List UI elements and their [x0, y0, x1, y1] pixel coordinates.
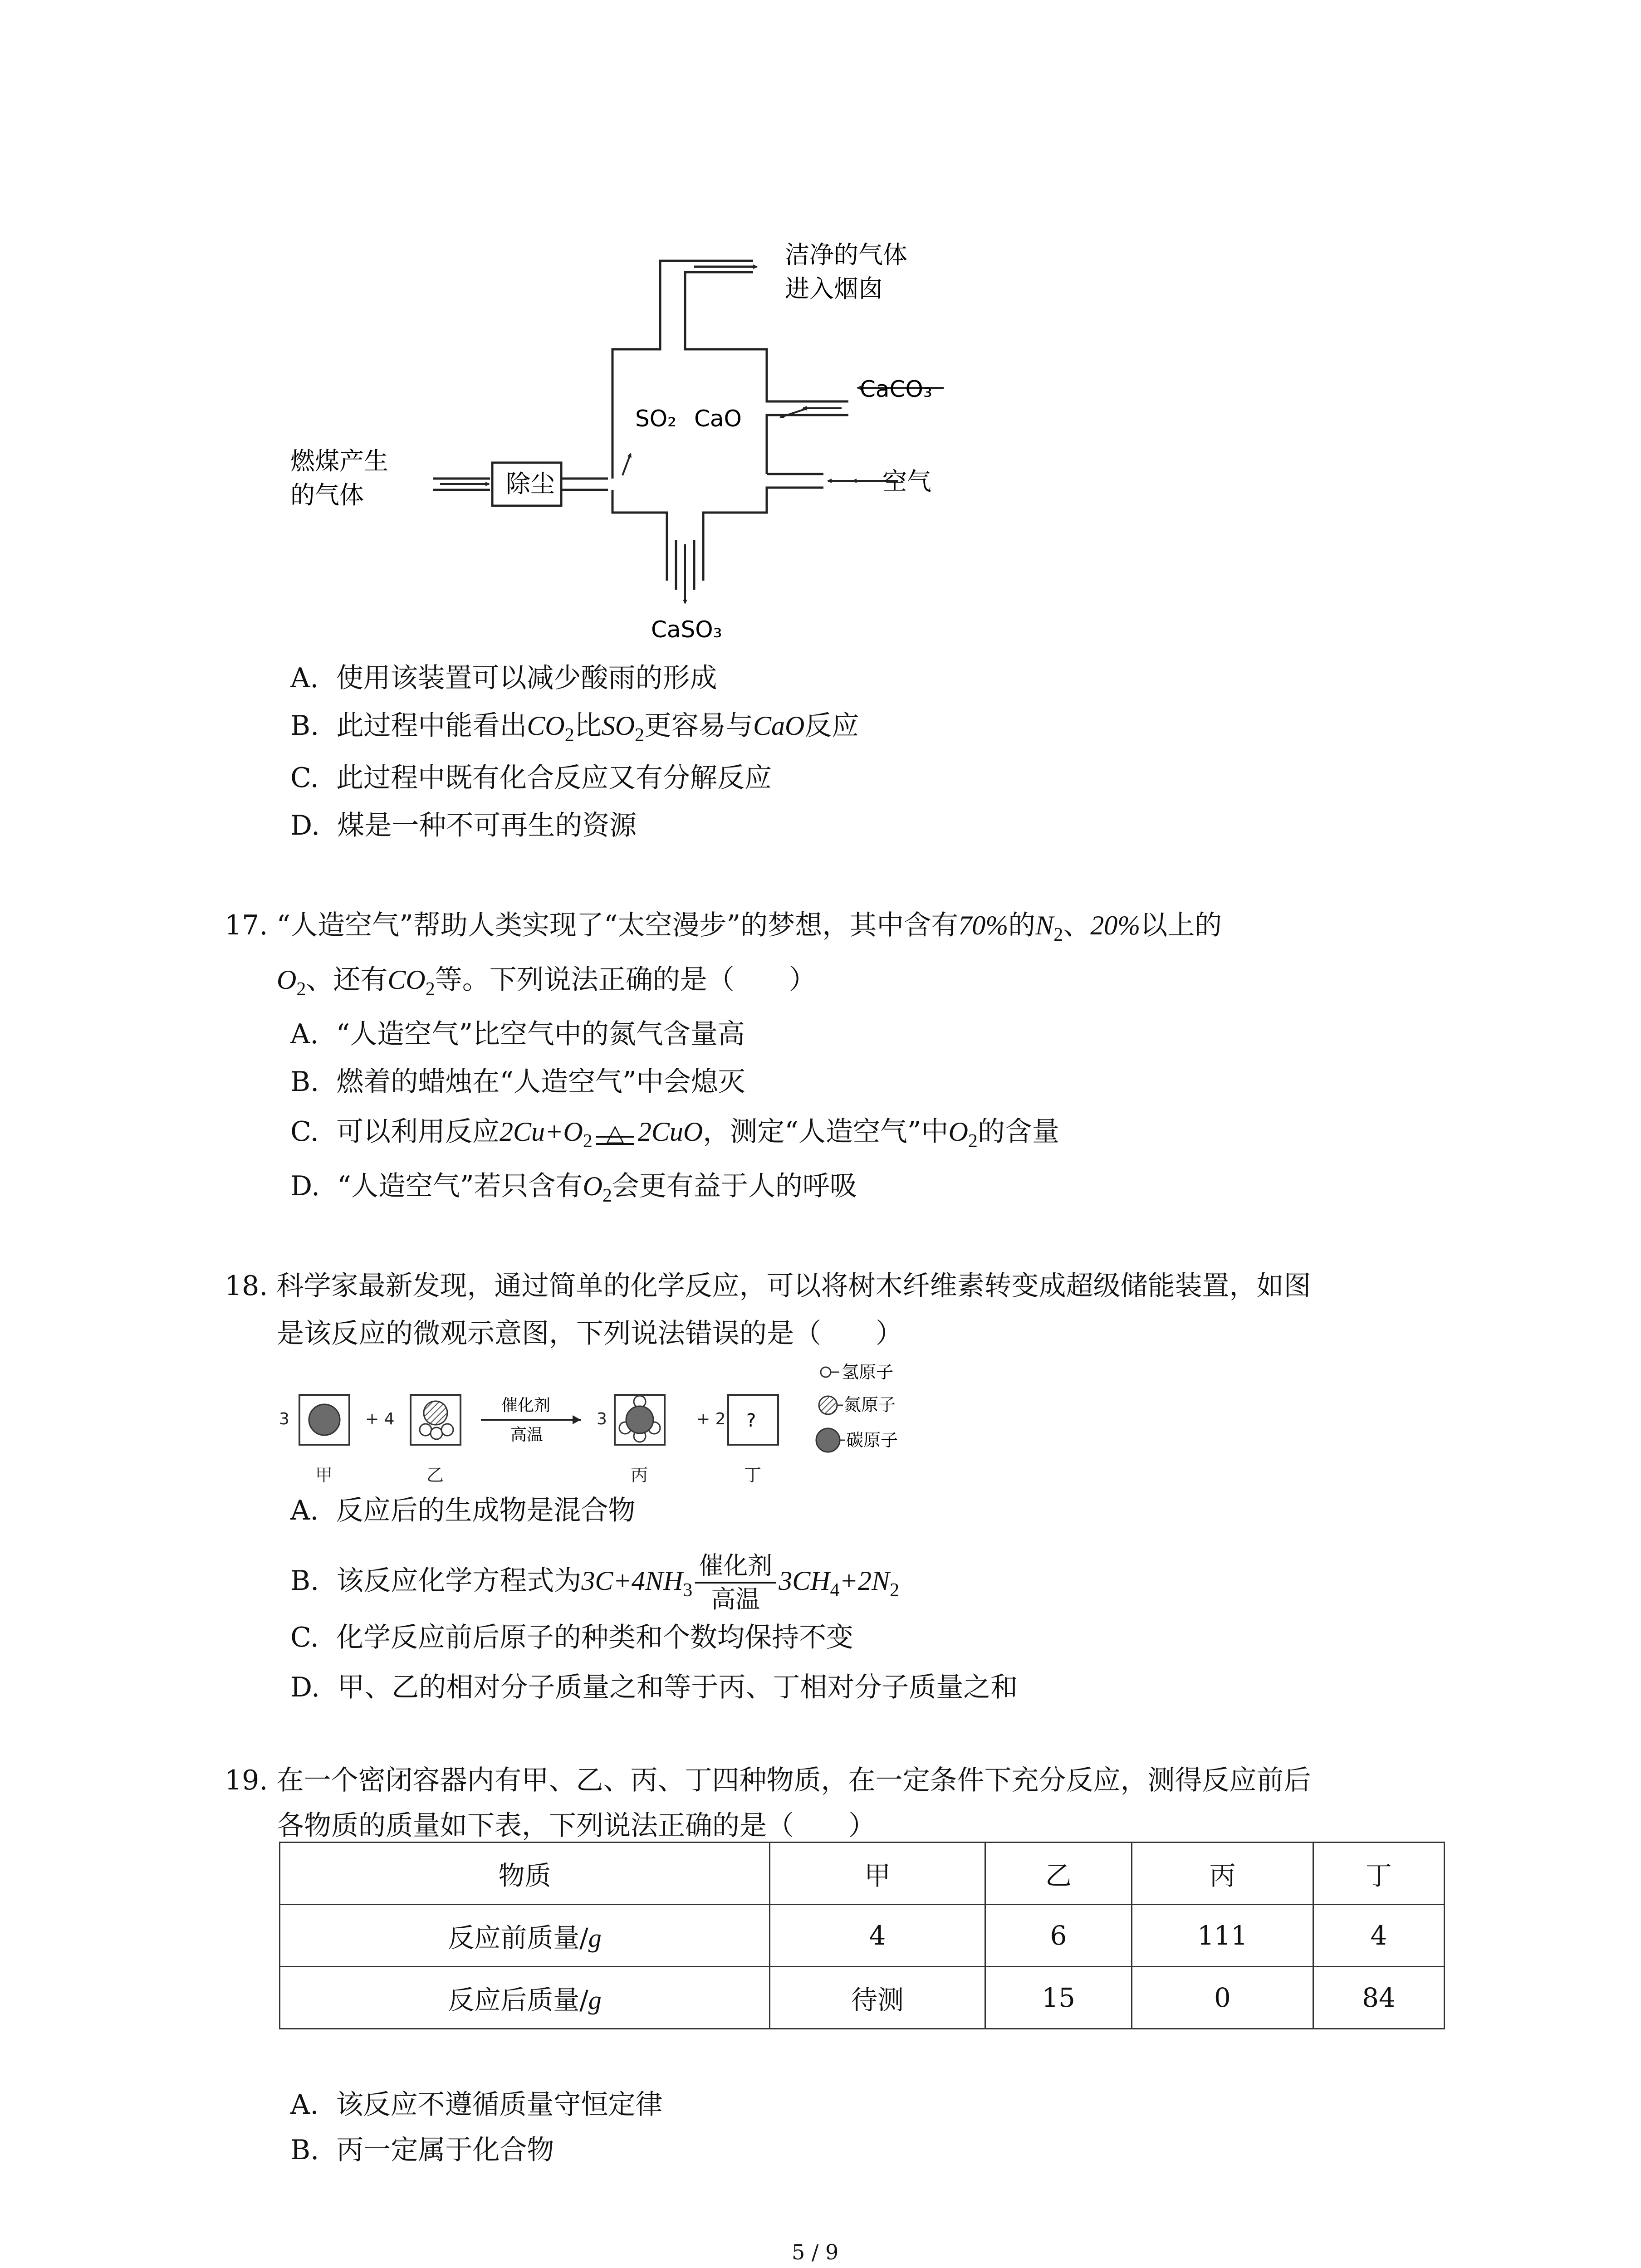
vessel-wall-right-mid — [767, 415, 798, 474]
caco3-label: CaCO₃ — [860, 376, 932, 402]
ch4-molecule — [619, 1396, 660, 1442]
q16-option-a: A. 使用该装置可以减少酸雨的形成 — [290, 662, 717, 694]
table-cell: 111 — [1132, 1905, 1313, 1967]
q17-stem-line2: $O_2$、还有$CO_2$等。下列说法正确的是（ ） — [277, 964, 816, 1000]
header-cell: 丁 — [1313, 1843, 1445, 1905]
dust-removal-label: 除尘 — [506, 469, 555, 498]
q16-option-c: C. 此过程中既有化合反应又有分解反应 — [290, 762, 772, 794]
desulfurization-diagram — [272, 227, 998, 662]
label-yi: 乙 — [426, 1465, 444, 1485]
clean-gas-label-2: 进入烟囱 — [785, 274, 883, 303]
air-label: 空气 — [882, 467, 931, 496]
vessel-wall-left — [612, 261, 753, 479]
header-cell: 甲 — [770, 1843, 985, 1905]
table-cell: 15 — [985, 1967, 1132, 2029]
q18-option-a: A. 反应后的生成物是混合物 — [290, 1495, 636, 1526]
q17-stem-line1: 17. “人造空气”帮助人类实现了“太空漫步”的梦想，其中含有70%的$N_2$、20%以上的 — [225, 909, 1222, 945]
header-cell: 乙 — [985, 1843, 1132, 1905]
coef-jia: 3 — [279, 1410, 289, 1428]
q19-option-a: A. 该反应不遵循质量守恒定律 — [290, 2089, 663, 2121]
table-row — [280, 1967, 1445, 2029]
caso3-label: CaSO₃ — [651, 616, 722, 643]
nitrogen-legend-icon — [819, 1396, 837, 1414]
cao-label: CaO — [694, 406, 742, 432]
flue-gas-label-2: 的气体 — [290, 481, 364, 509]
coef-bing: 3 — [597, 1410, 607, 1428]
legend-hydrogen: 氢原子 — [842, 1362, 894, 1382]
label-ding: 丁 — [744, 1465, 762, 1485]
reaction-micro-diagram — [272, 1356, 944, 1497]
table-header-row — [280, 1843, 1445, 1905]
q18-option-c: C. 化学反应前后原子的种类和个数均保持不变 — [290, 1622, 853, 1653]
q18-stem-line1: 18. 科学家最新发现，通过简单的化学反应，可以将树木纤维素转变成超级储能装置，如图 — [225, 1270, 1311, 1302]
q17-option-c: C. 可以利用反应$2Cu+O_2$ △ 2CuO，测定“人造空气”中$O_2$的含量 — [290, 1114, 1059, 1159]
hydrogen-legend-icon — [821, 1367, 831, 1377]
q18-number: 18. — [225, 1270, 268, 1302]
flue-gas-label-1: 燃煤产生 — [290, 447, 388, 475]
legend-nitrogen: 氮原子 — [844, 1395, 896, 1415]
table-cell: 4 — [1313, 1905, 1445, 1967]
clean-gas-label-1: 洁净的气体 — [785, 240, 907, 269]
q19-stem-line1: 19. 在一个密闭容器内有甲、乙、丙、丁四种物质，在一定条件下充分反应，测得反应前后 — [225, 1765, 1311, 1796]
table-cell: 0 — [1132, 1967, 1313, 2029]
q18-option-d: D. 甲、乙的相对分子质量之和等于丙、丁相对分子质量之和 — [290, 1672, 1018, 1703]
coef-ding: + 2 — [696, 1410, 726, 1428]
q17-option-b: B. 燃着的蜡烛在“人造空气”中会熄灭 — [290, 1066, 745, 1098]
q17-option-a: A. “人造空气”比空气中的氮气含量高 — [290, 1018, 745, 1050]
table-cell: 4 — [770, 1905, 985, 1967]
q16-option-b: B. 此过程中能看出$CO_2$比$SO_2$更容易与CaO反应 — [290, 710, 859, 746]
atom-legend — [816, 1362, 898, 1452]
so2-label: SO₂ — [635, 406, 677, 432]
q17-number: 17. — [225, 909, 268, 941]
table-cell: 84 — [1313, 1967, 1445, 2029]
nh3-molecule — [420, 1401, 453, 1439]
carbon-legend-icon — [816, 1428, 840, 1452]
vessel-wall-bottom-right — [703, 488, 823, 581]
q19-number: 19. — [225, 1765, 268, 1796]
row-label: 反应后质量/g — [280, 1967, 770, 2029]
q19-option-b: B. 丙一定属于化合物 — [290, 2134, 554, 2166]
heat-equals-sign: △ — [593, 1114, 638, 1151]
vessel-wall-bottom-left — [612, 490, 667, 581]
q17-option-d: D. “人造空气”若只含有$O_2$会更有益于人的呼吸 — [290, 1170, 857, 1206]
q18-option-b: B. 该反应化学方程式为$3C+4NH_3$ $\frac{\text{催化剂}}{\text{高温}}$ $3CH_4+2N_2$ — [290, 1547, 899, 1615]
q19-stem-line2: 各物质的质量如下表，下列说法正确的是（ ） — [277, 1810, 876, 1842]
table-cell: 6 — [985, 1905, 1132, 1967]
catalyst-fraction-sign: $\frac{\text{催化剂}}{\text{高温}}$ — [695, 1550, 776, 1615]
row-label: 反应前质量/g — [280, 1905, 770, 1967]
table-cell: 待测 — [770, 1967, 985, 2029]
mass-table — [279, 1842, 1445, 2029]
vessel-wall-right-top — [685, 272, 798, 401]
arrow-catalyst: 催化剂 — [501, 1396, 551, 1415]
header-cell: 物质 — [280, 1843, 770, 1905]
coef-yi: + 4 — [365, 1410, 395, 1428]
label-jia: 甲 — [315, 1465, 333, 1485]
q18-stem-line2: 是该反应的微观示意图，下列说法错误的是（ ） — [277, 1318, 903, 1349]
q16-option-d: D. 煤是一种不可再生的资源 — [290, 810, 637, 841]
unknown-product: ? — [746, 1410, 756, 1431]
header-cell: 丙 — [1132, 1843, 1313, 1905]
arrow-high-temp: 高温 — [510, 1426, 544, 1444]
table-row — [280, 1905, 1445, 1967]
label-bing: 丙 — [631, 1465, 648, 1485]
legend-carbon: 碳原子 — [846, 1430, 898, 1450]
carbon-atom-jia — [309, 1404, 340, 1435]
page-number: 5 / 9 — [792, 2240, 839, 2264]
